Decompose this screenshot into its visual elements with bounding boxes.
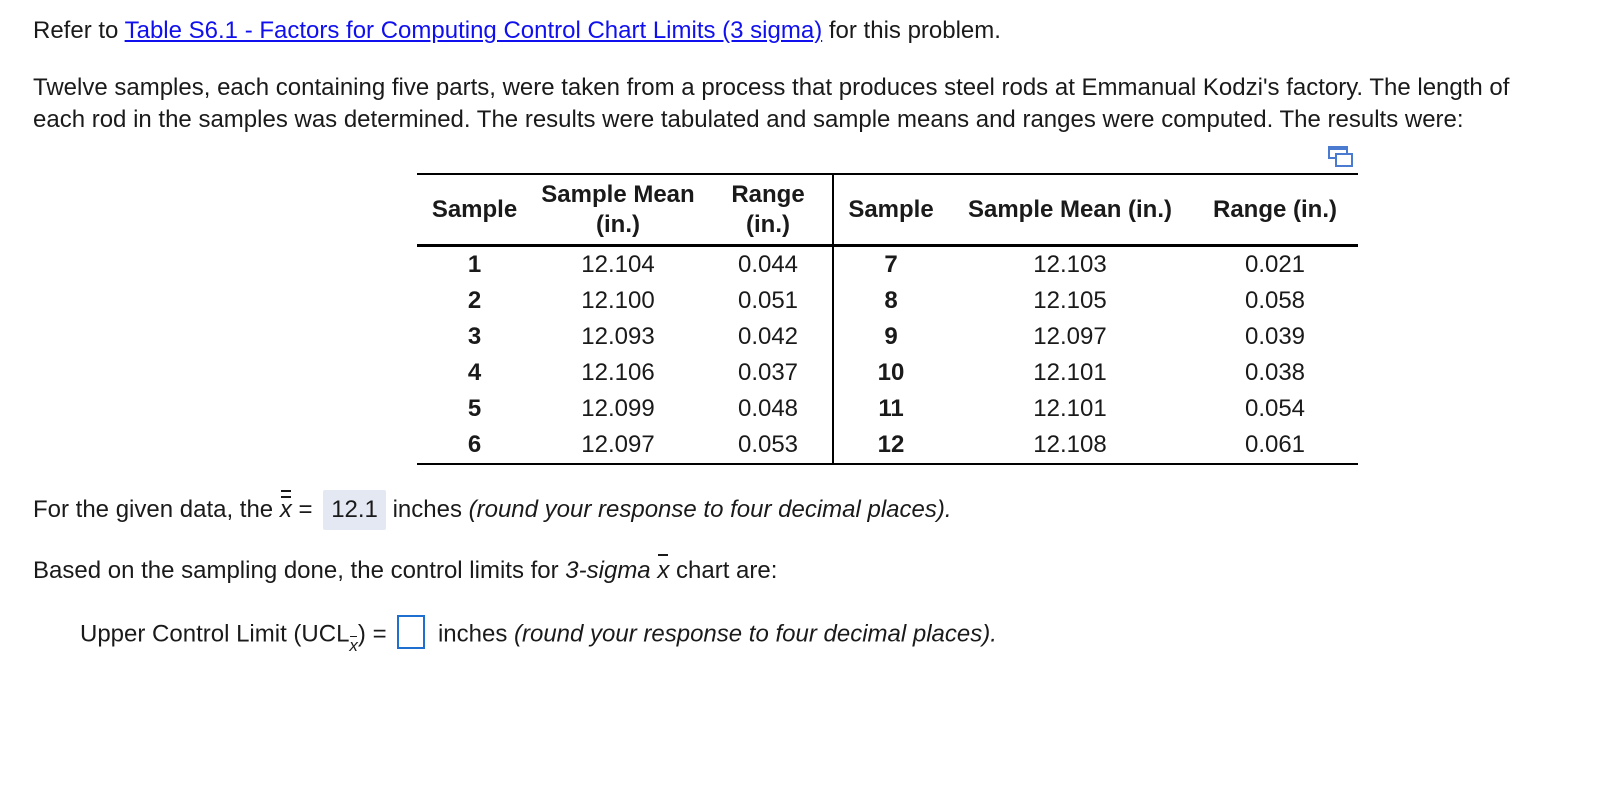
header-sample-mean-b: Sample Mean (in.): [948, 174, 1192, 246]
sample-number: 1: [467, 251, 482, 278]
table-row: [417, 319, 1358, 355]
sample-range: 0.042: [737, 323, 799, 350]
table-row: [417, 283, 1358, 319]
control-limits-intro: [33, 557, 777, 585]
x-bar-symbol: x: [657, 557, 670, 584]
intro-text-line-2: each rod in the samples was determined. The results were tabulated and sample means and ranges were computed. The results were:: [33, 106, 1464, 133]
header-range-line1: Range: [731, 180, 805, 208]
sample-range: 0.053: [737, 431, 799, 458]
intro-text-line-1: Twelve samples, each containing five parts, were taken from a process that produces steel rods at Emmanual Kodzi's factory. The length of: [33, 74, 1510, 101]
header-sample-b: Sample: [833, 174, 948, 246]
table-header-row: [417, 174, 1358, 246]
grand-mean-question: [33, 490, 952, 530]
sample-mean: 12.093: [581, 323, 655, 350]
header-mean-line1: Sample Mean: [541, 180, 695, 208]
sample-mean: 12.099: [581, 395, 655, 422]
table-row: [417, 391, 1358, 427]
sample-number: 6: [467, 431, 482, 458]
sample-range: 0.061: [1244, 431, 1306, 458]
ucl-rounding-hint: (round your response to four decimal places).: [514, 620, 997, 648]
sample-number: 2: [467, 287, 482, 314]
sample-range: 0.044: [737, 251, 799, 278]
copy-data-icon[interactable]: [1328, 146, 1354, 168]
sample-mean: 12.101: [1033, 359, 1107, 386]
sample-range: 0.048: [737, 395, 799, 422]
sample-number: 10: [833, 355, 948, 391]
header-range-b: Range (in.): [1192, 174, 1358, 246]
sample-range: 0.054: [1244, 395, 1306, 422]
sample-number: 4: [467, 359, 482, 386]
sample-mean: 12.104: [581, 251, 655, 278]
reference-line: [33, 17, 1001, 45]
mean-units: inches: [392, 496, 462, 523]
sample-mean: 12.097: [581, 431, 655, 458]
sample-mean: 12.101: [1033, 395, 1107, 422]
sample-number: 11: [833, 391, 948, 427]
sample-mean: 12.103: [1033, 251, 1107, 278]
x-double-bar-symbol: x: [279, 496, 292, 523]
sample-mean: 12.106: [581, 359, 655, 386]
sample-number: 8: [833, 283, 948, 319]
sample-mean: 12.097: [1033, 323, 1107, 350]
sample-range: 0.039: [1244, 323, 1306, 350]
ucl-subscript-x-bar: x: [349, 636, 358, 656]
header-mean-line2: (in.): [596, 210, 640, 238]
ucl-answer-input[interactable]: [397, 615, 425, 649]
table-row: [417, 355, 1358, 391]
sample-mean: 12.100: [581, 287, 655, 314]
sample-range: 0.021: [1244, 251, 1306, 278]
ucl-units: inches: [437, 620, 508, 648]
ucl-equals: ) =: [357, 620, 387, 648]
sample-number: 5: [467, 395, 482, 422]
header-sample-mean: [532, 174, 704, 246]
factors-table-link[interactable]: Table S6.1 - Factors for Computing Control Chart Limits (3 sigma): [124, 17, 823, 44]
sample-number: 3: [467, 323, 482, 350]
sample-range: 0.037: [737, 359, 799, 386]
sample-number: 9: [833, 319, 948, 355]
basis-prefix: Based on the sampling done, the control limits for: [33, 557, 559, 584]
basis-sigma: 3-sigma: [565, 557, 651, 584]
sample-range: 0.038: [1244, 359, 1306, 386]
sample-data-table: [417, 173, 1358, 465]
mean-question-prefix: For the given data, the: [33, 496, 274, 523]
sample-number: 7: [833, 246, 948, 284]
header-sample: Sample: [417, 174, 532, 246]
reference-suffix: for this problem.: [828, 17, 1001, 44]
grand-mean-answer[interactable]: 12.1: [323, 490, 386, 530]
sample-number: 12: [833, 427, 948, 464]
table-row: [417, 246, 1358, 284]
header-range-line2: (in.): [746, 210, 790, 238]
mean-equals: =: [298, 496, 313, 523]
basis-suffix: chart are:: [676, 557, 778, 584]
sample-range: 0.058: [1244, 287, 1306, 314]
sample-range: 0.051: [737, 287, 799, 314]
ucl-label: Upper Control Limit (UCL: [80, 620, 350, 648]
reference-prefix: Refer to: [33, 17, 119, 44]
ucl-question: [80, 618, 997, 656]
mean-rounding-hint: (round your response to four decimal places).: [468, 496, 952, 523]
header-range: [704, 174, 833, 246]
sample-mean: 12.105: [1033, 287, 1107, 314]
table-row: [417, 427, 1358, 464]
sample-mean: 12.108: [1033, 431, 1107, 458]
